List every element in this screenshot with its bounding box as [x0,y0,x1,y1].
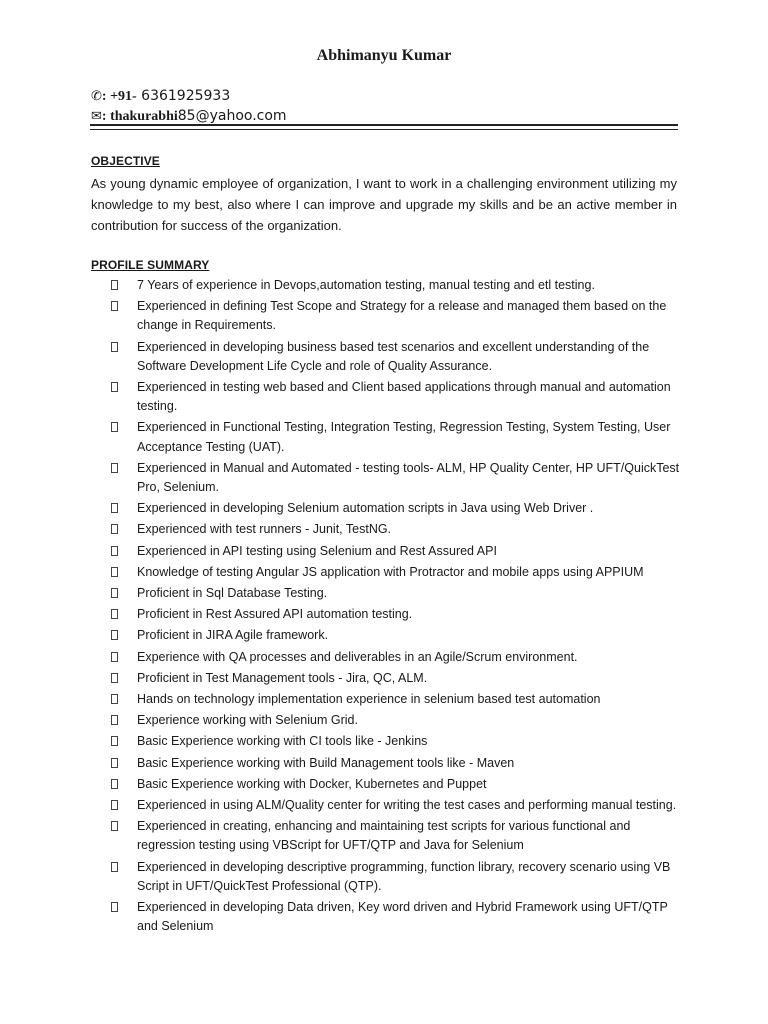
list-item-text: Experience with QA processes and deliverables in an Agile/Scrum environment. [137,649,578,664]
list-item [91,796,681,815]
list-item [91,542,681,561]
list-item [91,276,681,295]
list-item-text: Experienced in using ALM/Quality center for writing the test cases and performing manual testing. [137,798,677,813]
list-item-text: Experienced in developing Selenium automation scripts in Java using Web Driver . [137,501,594,516]
bullet-box-icon [111,524,118,534]
list-item-text: Experienced in creating, enhancing and maintaining test scripts for various functional and regression testing using VBScript for UFT/QTP and Java for Selenium [137,819,631,853]
list-item [91,898,681,936]
list-item-text: Experienced in defining Test Scope and Strategy for a release and managed them based on the change in Requirements. [137,299,667,333]
list-item [91,775,681,794]
list-item [91,648,681,667]
bullet-box-icon [111,301,118,311]
bullet-box-icon [111,280,118,290]
list-item [91,754,681,773]
list-item [91,817,681,855]
list-item [91,338,681,376]
email-prefix: : thakurabhi [101,109,178,124]
list-item-text: Experienced in developing business based test scenarios and excellent understanding of the Software Development Life Cycle and role of Quality Assurance. [137,339,650,373]
list-item-text: Experienced in developing Data driven, Key word driven and Hybrid Framework using UFT/QTP and Selenium [137,900,668,934]
list-item-text: Experience working with Selenium Grid. [137,713,358,728]
email-suffix: 85@yahoo.com [177,108,287,124]
list-item [91,297,681,335]
bullet-box-icon [111,382,118,392]
list-item [91,563,681,582]
list-item [91,690,681,709]
bullet-box-icon [111,862,118,872]
list-item-text: Basic Experience working with CI tools like - Jenkins [137,734,428,749]
list-item-text: Experienced in API testing using Selenium and Rest Assured API [137,543,497,558]
bullet-box-icon [111,673,118,683]
email-line [91,108,287,125]
header-divider-thick [90,124,678,126]
list-item [91,732,681,751]
bullet-box-icon [111,503,118,513]
list-item [91,584,681,603]
list-item [91,605,681,624]
bullet-box-icon [111,546,118,556]
bullet-box-icon [111,588,118,598]
list-item-text: Hands on technology implementation experience in selenium based test automation [137,692,601,707]
bullet-box-icon [111,779,118,789]
bullet-box-icon [111,652,118,662]
bullet-box-icon [111,609,118,619]
list-item [91,499,681,518]
list-item-text: Basic Experience working with Docker, Kubernetes and Puppet [137,776,487,791]
list-item [91,626,681,645]
list-item [91,711,681,730]
list-item-text: Experienced in developing descriptive programming, function library, recovery scenario using VB Script in UFT/QuickTest Professional (QTP). [137,859,671,893]
header-divider-thin [90,129,678,130]
profile-summary-list [91,276,681,939]
bullet-box-icon [111,342,118,352]
bullet-box-icon [111,630,118,640]
phone-icon: ✆ [91,89,102,104]
candidate-name: Abhimanyu Kumar [316,47,452,64]
list-item [91,418,681,456]
phone-number: 6361925933 [136,88,231,104]
bullet-box-icon [111,758,118,768]
list-item [91,858,681,896]
bullet-box-icon [111,736,118,746]
list-item [91,378,681,416]
phone-line [91,88,230,105]
phone-prefix: : +91- [101,89,137,104]
list-item-text: Experienced in testing web based and Client based applications through manual and automation testing. [137,380,671,414]
list-item [91,520,681,539]
bullet-box-icon [111,902,118,912]
list-item-text: 7 Years of experience in Devops,automation testing, manual testing and etl testing. [137,278,595,292]
objective-text: As young dynamic employee of organization, I want to work in a challenging environment utilizing my knowledge to my best, also where I can improve and upgrade my skills and be an active member in contribution for success of the organization. [91,176,677,233]
list-item-text: Proficient in Sql Database Testing. [137,586,328,601]
list-item-text: Proficient in JIRA Agile framework. [137,628,329,643]
list-item-text: Proficient in Test Management tools - Jira, QC, ALM. [137,670,428,685]
list-item-text: Basic Experience working with Build Management tools like - Maven [137,755,515,770]
list-item-text: Experienced with test runners - Junit, TestNG. [137,522,392,537]
envelope-icon: ✉ [91,109,102,124]
bullet-box-icon [111,567,118,577]
objective-heading: OBJECTIVE [91,154,160,168]
bullet-box-icon [111,694,118,704]
bullet-box-icon [111,715,118,725]
list-item-text: Experienced in Functional Testing, Integration Testing, Regression Testing, System Testing, User Acceptance Testing (UAT). [137,420,671,454]
list-item [91,669,681,688]
bullet-box-icon [111,463,118,473]
list-item-text: Proficient in Rest Assured API automation testing. [137,607,413,622]
bullet-box-icon [111,800,118,810]
bullet-box-icon [111,821,118,831]
list-item-text: Experienced in Manual and Automated - testing tools- ALM, HP Quality Center, HP UFT/QuickTest Pro, Selenium. [137,460,680,495]
list-item-text: Knowledge of testing Angular JS application with Protractor and mobile apps using APPIUM [137,564,644,579]
profile-summary-heading: PROFILE SUMMARY [91,258,210,272]
list-item [91,459,681,497]
bullet-box-icon [111,422,118,432]
